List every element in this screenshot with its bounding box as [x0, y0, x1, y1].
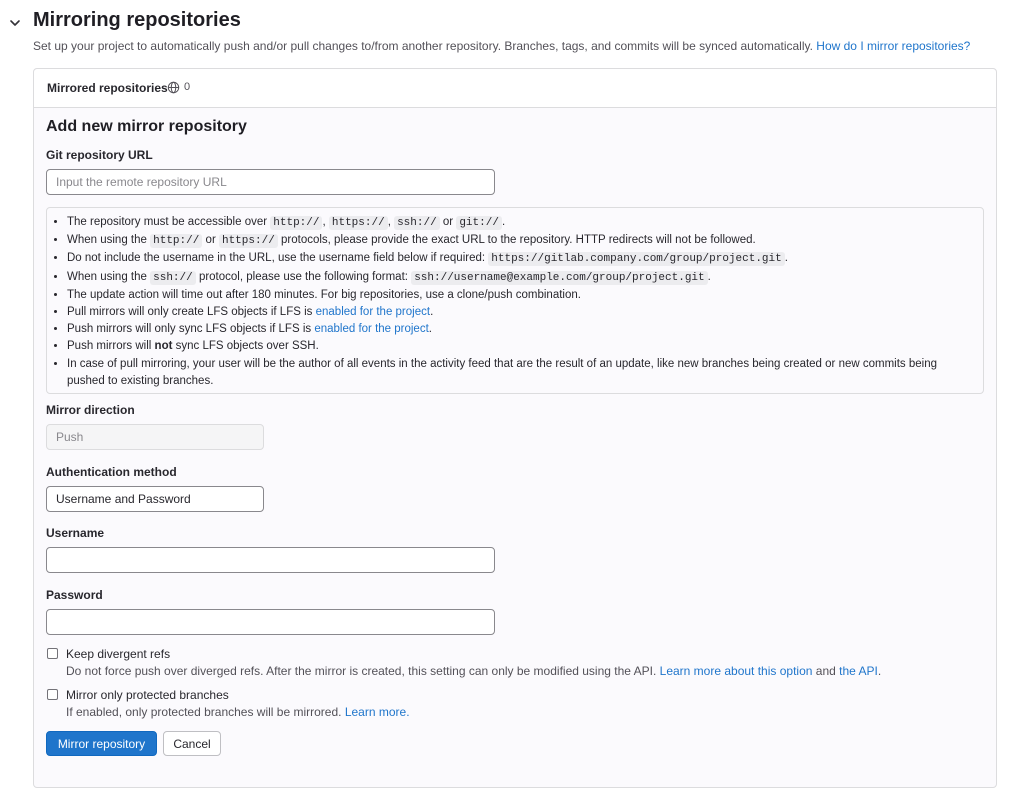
help-item: • When using the http:// or https:// protocols, please provide the exact URL to the repository. HTTP redirects will not be followed.	[67, 232, 975, 250]
the-api-link[interactable]: the API	[839, 664, 878, 678]
help-item: • The repository must be accessible over http:// , https:// , ssh:// or git:// .	[67, 214, 975, 232]
help-item: • The update action will time out after 180 minutes. For big repositories, use a clone/push combination.	[67, 287, 975, 304]
keep-divergent-label[interactable]: Keep divergent refs	[66, 647, 171, 661]
help-item: • When using the ssh:// protocol, please use the following format: ssh://username@example.com/group/project.git .	[67, 269, 975, 287]
chevron-down-icon[interactable]	[8, 16, 22, 30]
password-input[interactable]	[46, 609, 495, 635]
repository-url-input[interactable]	[46, 169, 495, 195]
section-description: Set up your project to automatically push and/or pull changes to/from another repository. Branches, tags, and commits will be synced automatically. How do I mirror repositories?	[33, 39, 971, 53]
section-header	[0, 0, 1011, 70]
password-label: Password	[46, 588, 103, 602]
auth-label: Authentication method	[46, 465, 177, 479]
url-label: Git repository URL	[46, 148, 153, 162]
how-to-mirror-link[interactable]: How do I mirror repositories?	[816, 39, 971, 53]
protected-only-checkbox[interactable]	[47, 689, 58, 700]
card-header	[34, 69, 996, 108]
keep-divergent-help: Do not force push over diverged refs. After the mirror is created, this setting can only be modified using the API. Learn more about this option and the API.	[66, 664, 882, 678]
section-title: Mirroring repositories	[33, 9, 241, 31]
mirrored-repositories-label: Mirrored repositories	[47, 81, 168, 95]
lfs-enabled-link[interactable]: enabled for the project	[314, 323, 429, 336]
keep-divergent-checkbox[interactable]	[47, 648, 58, 659]
learn-more-link[interactable]: Learn more.	[344, 705, 410, 719]
help-item: • Do not include the username in the URL, use the username field below if required: https://gitlab.company.com/group/project.git .	[67, 250, 975, 268]
help-item: • Push mirrors will only sync LFS objects if LFS is enabled for the project.	[67, 321, 975, 338]
cancel-button[interactable]: Cancel	[163, 731, 221, 756]
protected-only-label[interactable]: Mirror only protected branches	[66, 688, 229, 702]
mirror-direction-select	[46, 424, 264, 450]
help-item: • Push mirrors will not sync LFS objects over SSH.	[67, 338, 975, 355]
learn-more-option-link[interactable]: Learn more about this option	[659, 664, 813, 678]
username-input[interactable]	[46, 547, 495, 573]
auth-method-value: Username and Password	[56, 492, 191, 506]
url-help-box	[46, 207, 984, 394]
auth-method-select[interactable]	[46, 486, 264, 512]
form-title: Add new mirror repository	[46, 118, 247, 135]
help-item: • In case of pull mirroring, your user will be the author of all events in the activity feed that are the result of an update, like new branches being created or new commits being pushed to existing branches.	[67, 356, 975, 390]
username-label: Username	[46, 526, 105, 540]
mirror-count: 0	[184, 81, 191, 93]
mirror-repository-button[interactable]: Mirror repository	[46, 731, 157, 756]
direction-label: Mirror direction	[46, 403, 135, 417]
globe-icon	[167, 81, 180, 94]
lfs-enabled-link[interactable]: enabled for the project	[315, 306, 431, 319]
help-item: • Pull mirrors will only create LFS objects if LFS is enabled for the project.	[67, 304, 975, 321]
protected-only-help: If enabled, only protected branches will be mirrored. Learn more.	[66, 705, 410, 719]
